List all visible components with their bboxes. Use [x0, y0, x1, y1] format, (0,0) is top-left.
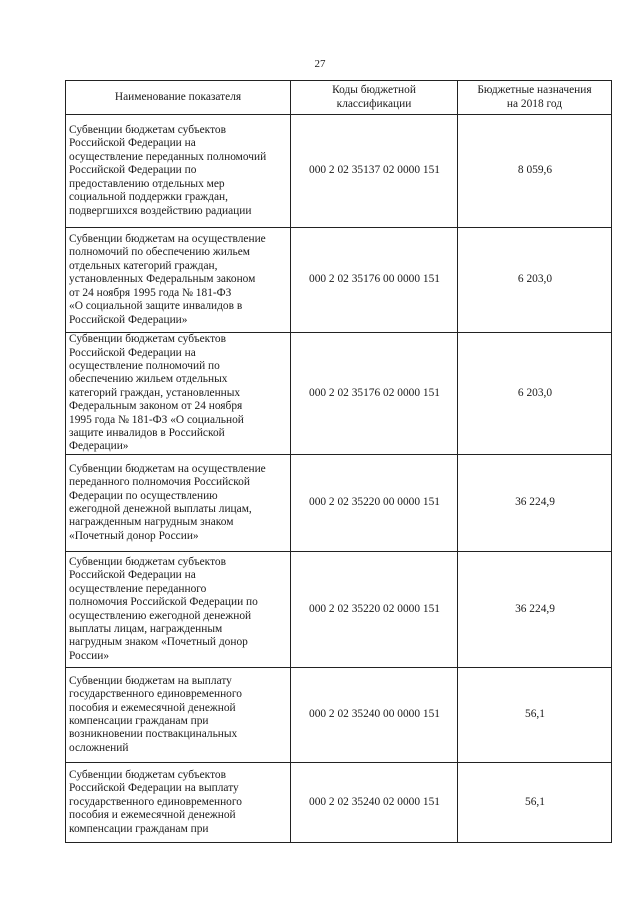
indicator-name-line: Субвенции бюджетам на осуществление: [69, 233, 266, 246]
indicator-name-line: государственного единовременного: [69, 795, 242, 808]
indicator-name-line: категорий граждан, установленных: [69, 386, 241, 399]
indicator-name-line: осуществление переданного: [69, 582, 207, 595]
indicator-name-line: Федерации по осуществлению: [69, 489, 218, 502]
indicator-name-line: пособия и ежемесячной денежной: [69, 809, 236, 822]
indicator-name-line: социальной поддержки граждан,: [69, 191, 228, 204]
indicator-name-line: «Почетный донор России»: [69, 529, 199, 542]
table-row: [66, 552, 612, 668]
indicator-name-line: пособия и ежемесячной денежной: [69, 701, 236, 714]
indicator-name-line: Субвенции бюджетам субъектов: [69, 124, 226, 137]
indicator-name-line: Субвенции бюджетам на осуществление: [69, 462, 266, 475]
indicator-name-line: Субвенции бюджетам субъектов: [69, 768, 226, 781]
indicator-name-line: осложнений: [69, 741, 129, 754]
budget-code-cell: 000 2 02 35176 02 0000 151: [291, 333, 458, 455]
indicator-name-line: компенсации гражданам при: [69, 715, 209, 727]
table-row: [66, 228, 612, 333]
indicator-name-line: предоставлению отдельных мер: [69, 177, 225, 190]
indicator-name-cell: [66, 115, 291, 228]
table-row: [66, 115, 612, 228]
header-text-line: Бюджетные назначения: [477, 84, 592, 97]
indicator-name-line: Российской Федерации»: [69, 313, 188, 326]
indicator-name-line: компенсации гражданам при: [69, 822, 209, 835]
table-body: [66, 115, 612, 843]
indicator-name-line: 1995 года № 181-ФЗ «О социальной: [69, 413, 244, 426]
indicator-name-line: Российской Федерации на выплату: [69, 782, 239, 795]
table-row: [66, 455, 612, 552]
indicator-name-line: возникновении поствакцинальных: [69, 728, 238, 741]
header-indicator-name: [66, 81, 291, 115]
budget-amount-cell: 56,1: [458, 763, 612, 843]
budget-amount-cell: 6 203,0: [458, 333, 612, 455]
indicator-name-cell: [66, 763, 291, 843]
budget-code-cell: 000 2 02 35176 00 0000 151: [291, 228, 458, 333]
header-text-line: на 2018 год: [506, 97, 563, 110]
indicator-name-line: обеспечению жильем отдельных: [69, 373, 228, 386]
indicator-name-cell: [66, 455, 291, 552]
budget-amount-cell: 6 203,0: [458, 228, 612, 333]
indicator-name-line: выплаты лицам, награжденным: [69, 622, 223, 635]
indicator-name-line: установленных Федеральным законом: [69, 273, 256, 286]
indicator-name-line: защите инвалидов в Российской: [69, 427, 225, 440]
budget-table: [65, 80, 612, 843]
indicator-name-line: Российской Федерации на: [69, 346, 196, 359]
indicator-name-line: Российской Федерации на: [69, 137, 196, 150]
indicator-name-line: осуществление переданных полномочий: [69, 150, 267, 163]
indicator-name-line: Федеральным законом от 24 ноября: [69, 400, 243, 413]
indicator-name-line: Субвенции бюджетам субъектов: [69, 333, 226, 346]
indicator-name-line: награжденным нагрудным знаком: [69, 516, 234, 529]
indicator-name-line: России»: [69, 649, 110, 662]
indicator-name-line: от 24 ноября 1995 года № 181-ФЗ: [69, 286, 232, 299]
budget-amount-cell: 36 224,9: [458, 455, 612, 552]
indicator-name-line: отдельных категорий граждан,: [69, 259, 218, 272]
table-row: [66, 763, 612, 843]
indicator-name-line: переданного полномочия Российской: [69, 476, 250, 489]
header-budget-amount: [458, 81, 612, 115]
budget-code-cell: 000 2 02 35137 02 0000 151: [291, 115, 458, 228]
header-text-line: Наименование показателя: [114, 90, 242, 103]
budget-code-cell: 000 2 02 35220 02 0000 151: [291, 552, 458, 668]
table-row: [66, 333, 612, 455]
indicator-name-line: Федерации»: [69, 440, 129, 453]
indicator-name-line: нагрудным знаком «Почетный донор: [69, 636, 248, 649]
budget-code-cell: 000 2 02 35240 02 0000 151: [291, 763, 458, 843]
budget-code-cell: 000 2 02 35220 00 0000 151: [291, 455, 458, 552]
indicator-name-line: ежегодной денежной выплаты лицам,: [69, 503, 252, 515]
budget-amount-cell: 36 224,9: [458, 552, 612, 668]
budget-code-cell: 000 2 02 35240 00 0000 151: [291, 668, 458, 763]
page-number: 27: [314, 58, 326, 70]
indicator-name-line: Российской Федерации на: [69, 569, 196, 582]
table-header-row: [66, 81, 612, 115]
header-text-line: Коды бюджетной: [332, 84, 416, 97]
indicator-name-line: «О социальной защите инвалидов в: [69, 300, 243, 313]
indicator-name-line: Субвенции бюджетам субъектов: [69, 555, 226, 568]
indicator-name-line: Российской Федерации по: [69, 164, 197, 177]
budget-amount-cell: 8 059,6: [458, 115, 612, 228]
indicator-name-line: осуществлению ежегодной денежной: [69, 609, 252, 622]
indicator-name-line: подвергшихся воздействию радиации: [69, 204, 252, 217]
header-budget-codes: [291, 81, 458, 115]
indicator-name-line: государственного единовременного: [69, 688, 242, 701]
indicator-name-cell: [66, 228, 291, 333]
indicator-name-cell: [66, 552, 291, 668]
indicator-name-line: полномочия Российской Федерации по: [69, 596, 258, 609]
indicator-name-line: полномочий по обеспечению жильем: [69, 246, 250, 259]
indicator-name-line: осуществление полномочий по: [69, 359, 220, 372]
header-text-line: классификации: [336, 97, 412, 110]
indicator-name-cell: [66, 668, 291, 763]
indicator-name-cell: [66, 333, 291, 455]
budget-amount-cell: 56,1: [458, 668, 612, 763]
table-row: [66, 668, 612, 763]
indicator-name-line: Субвенции бюджетам на выплату: [69, 674, 232, 687]
